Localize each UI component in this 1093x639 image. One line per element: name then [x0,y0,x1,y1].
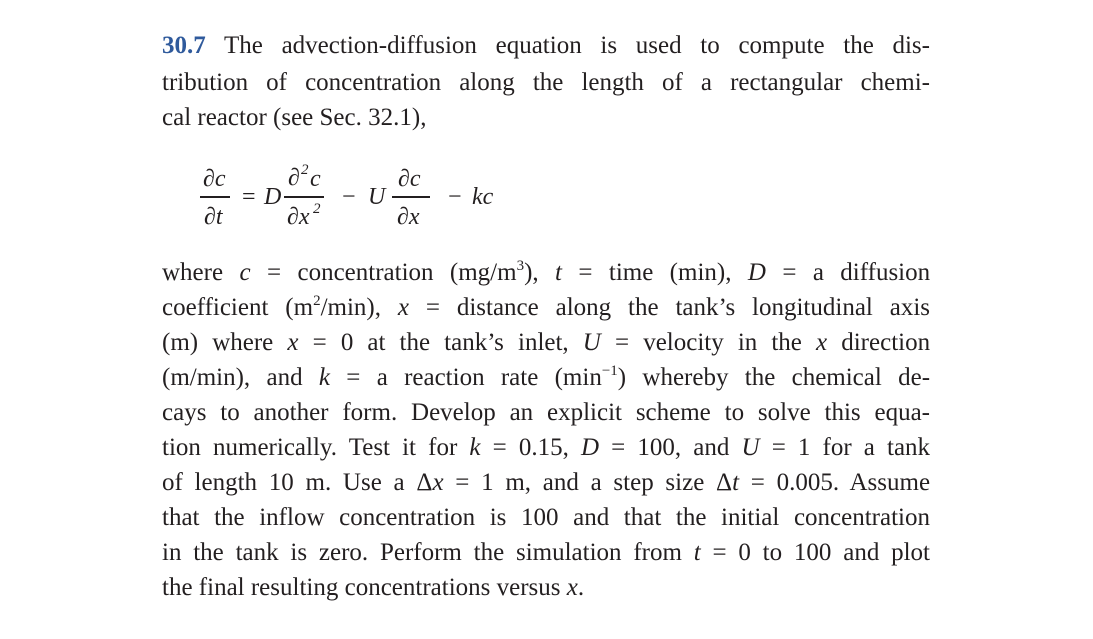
adv-fraction-bar [392,196,430,198]
body-line-7 [162,466,930,500]
direction-word: direction [841,329,931,356]
velocity-def: velocity in the [643,329,802,356]
var-x-4: x [432,469,444,496]
reaction-term: kc [472,184,494,210]
word-where: where [162,259,224,286]
var-k: k [318,364,330,391]
diffusion-def: a diffusion [812,259,931,286]
d2-num-partial: ∂ [288,165,300,191]
body-line-10 [162,571,584,605]
final-period: . [577,574,585,601]
adv-denominator: ∂x [397,204,420,230]
coefficient-U: U [368,184,386,210]
distance-def: distance along the tank’s longitudinal axis [456,294,931,321]
body-line-5 [162,396,930,430]
dx-value: 1 m, and a step size [481,469,705,496]
adv-numerator: ∂c [398,166,421,192]
value-U: 1 for a tank [797,434,931,461]
neg-one-exponent: −1 [601,362,618,379]
equals-5: = [312,329,327,356]
concentration-def: concentration (mg/m [297,259,517,286]
intro-text-2: tribution of concentration along the length of a rectangular chemi- [162,69,930,96]
body-line-6 [162,431,930,465]
body-line-9 [162,536,930,570]
equals-3: = [782,259,797,286]
coefficient-def: coefficient (m [162,294,314,321]
delta-t-symbol: Δ [716,469,733,496]
body-text-5: cays to another form. Develop an explicit scheme to solve this equa- [162,399,930,426]
intro-line-2 [162,66,930,100]
final-text: the final resulting concentrations versus [162,574,561,601]
delta-x-symbol: Δ [416,469,433,496]
intro-text-1: The advection-diffusion equation is used to compute the dis- [224,32,930,59]
m-min-and: (m/min), and [162,364,303,391]
coefficient-D: D [264,184,282,210]
body-line-2 [162,291,930,325]
var-x-5: x [566,574,578,601]
minus-sign-1: − [342,184,356,210]
lhs-numerator: ∂c [203,166,226,192]
var-D: D [747,259,766,286]
equals-12: = [750,469,765,496]
equals-6: = [614,329,630,356]
equals-13: = [712,539,727,566]
equals-7: = [346,364,361,391]
equals-4: = [425,294,440,321]
intro-text-3: cal reactor (see Sec. 32.1), [162,104,427,131]
zero-inlet: 0 at the tank’s inlet, [340,329,569,356]
value-D: 100, and [637,434,730,461]
var-x-2: x [287,329,299,356]
var-x-3: x [816,329,828,356]
var-k-2: k [469,434,481,461]
d2-num-var: c [310,166,321,192]
dt-value: 0.005. Assume [776,469,931,496]
body-line-3 [162,326,930,360]
d2-den-base: ∂x [287,204,310,230]
body-line-4 [162,361,930,395]
equals-9: = [611,434,626,461]
test-it-for: tion numerically. Test it for [162,434,458,461]
lhs-fraction-bar [200,196,230,198]
body-line-8 [162,501,930,535]
lhs-denominator: ∂t [204,204,223,230]
time-def: time (min), [608,259,732,286]
intro-line-3 [162,101,426,135]
equals-11: = [455,469,470,496]
length-text: of length 10 m. Use a [162,469,405,496]
cube-exponent: 3 [516,257,525,274]
equals-1: = [266,259,282,286]
close-paren-comma: ), [524,259,539,286]
var-U: U [582,329,601,356]
per-min: /min), [320,294,381,321]
d2-den-exponent: 2 [313,201,321,217]
intro-line-1 [162,29,930,63]
var-t-3: t [693,539,701,566]
equals-sign: = [242,184,256,210]
m-where: (m) where [162,329,274,356]
rate-def: a reaction rate (min [376,364,602,391]
whereby-text: ) whereby the chemical de- [617,364,931,391]
square-exponent: 2 [313,292,321,309]
var-x: x [397,294,409,321]
var-t-2: t [732,469,740,496]
equals-2: = [578,259,593,286]
value-k: 0.15, [518,434,569,461]
body-line-1 [162,256,930,290]
range-text: 0 to 100 and plot [738,539,930,566]
minus-sign-2: − [448,184,462,210]
simulation-text: in the tank is zero. Perform the simulation from [162,539,682,566]
var-c: c [239,259,251,286]
var-t: t [555,259,562,286]
equals-8: = [492,434,507,461]
var-D-2: D [580,434,600,461]
body-text-8: that the inflow concentration is 100 and that the initial concentration [162,504,930,531]
advection-diffusion-equation [200,160,520,240]
var-U-2: U [741,434,760,461]
equals-10: = [771,434,786,461]
d2-num-exponent: 2 [301,162,309,178]
problem-number: 30.7 [162,32,206,59]
